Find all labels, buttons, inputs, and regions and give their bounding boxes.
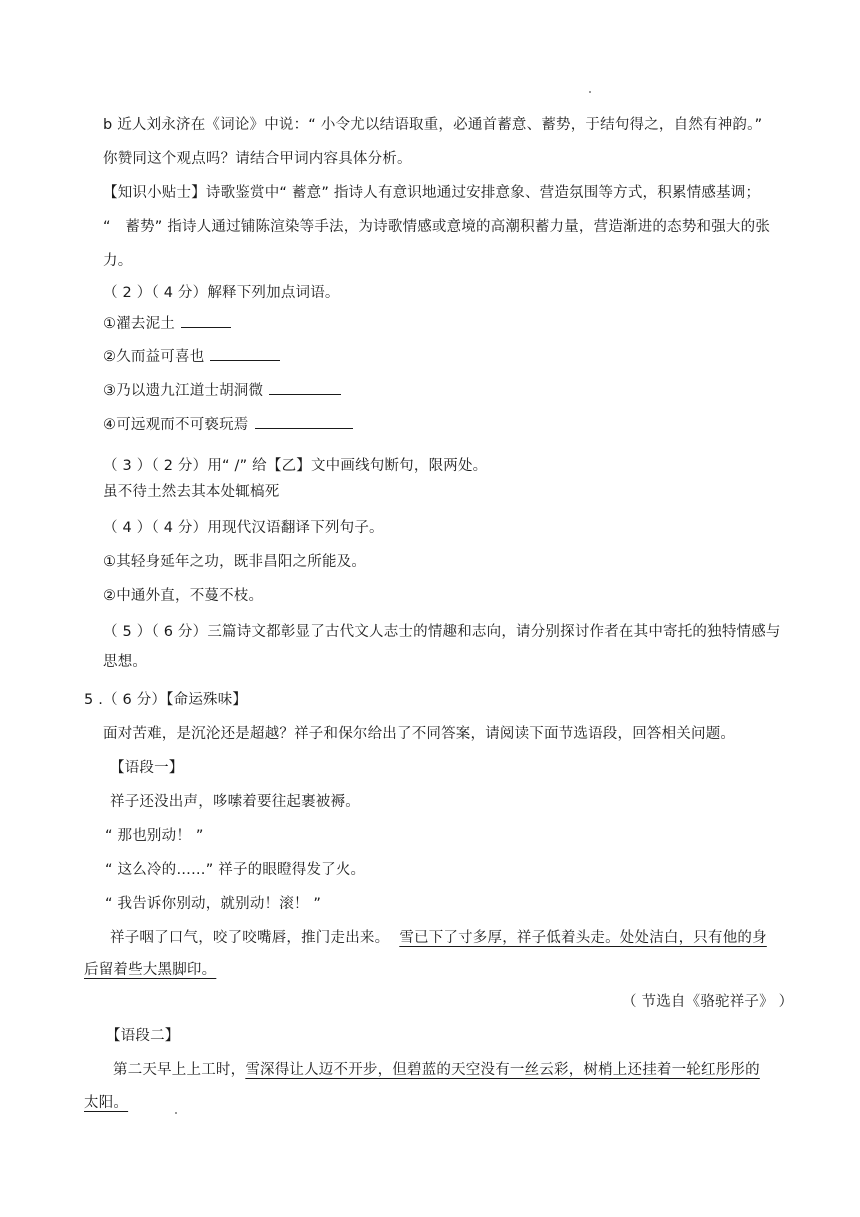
- tip-text: 力。: [103, 253, 133, 269]
- passage-text: [113, 1060, 760, 1080]
- tip-text: “ 蓄势” 指诗人通过铺陈渲染等手法，为诗歌情感或意境的高潮积蓄力量，营造渐进的态势和强大的张: [103, 219, 771, 235]
- answer-blank[interactable]: [210, 346, 280, 361]
- word-item-4: [103, 414, 353, 435]
- sub-question-3: （ 3 ）（ 2 分）用“ /” 给【乙】文中画线句断句，限两处。: [103, 458, 488, 474]
- word-item-label: ①濯去泥土: [103, 316, 175, 332]
- word-item-3: [103, 380, 341, 401]
- word-item-1: [103, 313, 231, 334]
- sub-question-4: （ 4 ）（ 4 分）用现代汉语翻译下列句子。: [103, 520, 384, 536]
- passage-intro: 面对苦难，是沉沦还是超越？祥子和保尔给出了不同答案，请阅读下面节选语段，回答相关问题。: [103, 726, 736, 742]
- question-text: b 近人刘永济在《词论》中说：“ 小令尤以结语取重，必通首蓄意、蓄势，于结句得之，自然有神韵。”: [103, 117, 763, 133]
- underlined-sentence: 后留着些大黑脚印。: [84, 962, 217, 978]
- passage-heading: 【语段一】: [110, 760, 184, 776]
- word-item-2: [103, 346, 280, 367]
- scan-speck: [589, 91, 591, 93]
- sentence-text: 虽不待土然去其本处辄槁死: [103, 484, 280, 500]
- passage-heading: 【语段二】: [106, 1028, 180, 1044]
- tip-text: 【知识小贴士】诗歌鉴赏中“ 蓄意” 指诗人有意识地通过安排意象、营造氛围等方式，积累情感基调；: [103, 185, 761, 201]
- sub-question-5: 思想。: [103, 654, 148, 670]
- passage-plain: 祥子咽了口气，咬了咬嘴唇，推门走出来。: [110, 930, 390, 946]
- scan-speck: [175, 1112, 177, 1114]
- answer-blank[interactable]: [269, 380, 341, 395]
- underlined-sentence: [84, 960, 216, 980]
- word-item-label: ④可远观而不可亵玩焉: [103, 417, 249, 433]
- sentence-text: ②中通外直，不蔓不枝。: [103, 588, 264, 604]
- question-text: 你赞同这个观点吗？请结合甲词内容具体分析。: [103, 151, 412, 167]
- word-item-label: ②久而益可喜也: [103, 349, 205, 365]
- passage-text: “ 我告诉你别动，就别动！滚！ ”: [105, 896, 322, 912]
- sentence-text: ①其轻身延年之功，既非昌阳之所能及。: [103, 554, 367, 570]
- source-citation: （ 节选自《骆驼祥子》 ）: [622, 994, 794, 1010]
- passage-text: “ 那也别动！ ”: [105, 828, 204, 844]
- answer-blank[interactable]: [255, 414, 353, 429]
- passage-text: [110, 928, 767, 948]
- passage-text: “ 这么冷的……” 祥子的眼瞪得发了火。: [105, 862, 366, 878]
- underlined-sentence: 雪深得让人迈不开步，但碧蓝的天空没有一丝云彩，树梢上还挂着一轮红彤彤的: [245, 1062, 760, 1078]
- question-5-title: 5 .（ 6 分）【命运殊味】: [84, 692, 248, 708]
- underlined-sentence: 雪已下了寸多厚，祥子低着头走。处处洁白，只有他的身: [399, 930, 767, 946]
- sub-question-5: （ 5 ）（ 6 分）三篇诗文都彰显了古代文人志士的情趣和志向，请分别探讨作者在其中寄托的独特情感与: [103, 624, 781, 640]
- passage-text: 祥子还没出声，哆嗦着要往起裹被褥。: [110, 794, 360, 810]
- passage-plain: 第二天早上上工时，: [113, 1062, 246, 1078]
- word-item-label: ③乃以遗九江道士胡洞微: [103, 383, 264, 399]
- underlined-sentence: 太阳。: [84, 1095, 129, 1111]
- answer-blank[interactable]: [181, 313, 231, 328]
- sub-question-2: （ 2 ）（ 4 分）解释下列加点词语。: [103, 285, 340, 301]
- underlined-sentence: [84, 1093, 128, 1113]
